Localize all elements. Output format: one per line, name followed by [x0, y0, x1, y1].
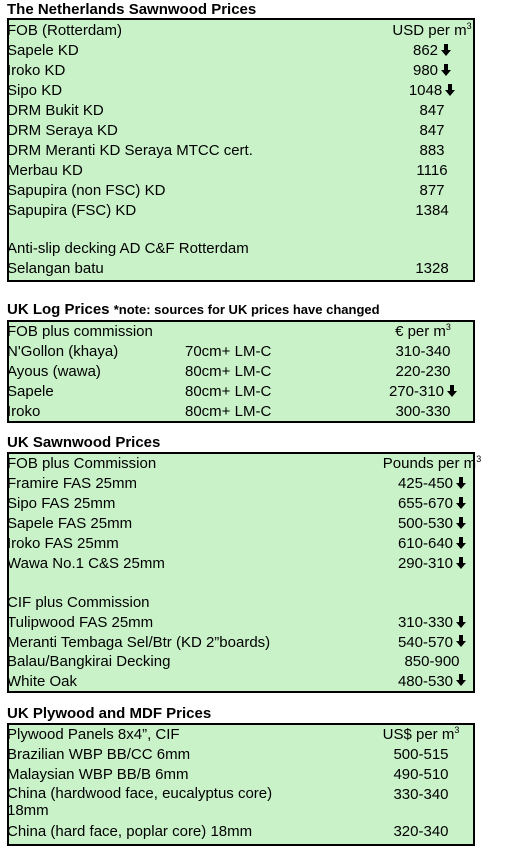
uk-sawn-cif-row-label: Tulipwood FAS 25mm	[7, 614, 154, 631]
netherlands-row-value-text: 877	[419, 182, 445, 199]
uk-ply-row-label: China (hard face, poplar core) 18mm	[7, 823, 253, 840]
uk-log-row-grade: 80cm+ LM-C	[185, 383, 272, 400]
netherlands-header-unit-exponent: 3	[466, 21, 472, 31]
uk-sawn-row-label: Framire FAS 25mm	[7, 475, 138, 492]
uk-log-row-label: N'Gollon (khaya)	[7, 343, 119, 360]
netherlands-row-value-text: 883	[419, 142, 445, 159]
uk-ply-row	[7, 822, 467, 842]
uk-log-row-value-text: 270-310	[388, 383, 445, 400]
uk-log-note: *note: sources for UK prices have changed	[113, 302, 380, 317]
uk-sawn-row	[7, 514, 467, 534]
uk-log-row	[7, 362, 467, 382]
uk-sawn-row-value-text: 290-310	[397, 555, 454, 572]
netherlands-row-value	[362, 181, 502, 201]
netherlands-row-value-text: 1048	[408, 82, 443, 99]
uk-ply-row-label: China (hardwood face, eucalyptus core) 18mm	[7, 785, 273, 819]
netherlands-row-label: Sapele KD	[7, 42, 79, 59]
uk-sawn-header	[7, 454, 482, 474]
uk-ply-row-value-text: 490-510	[393, 766, 449, 783]
uk-ply-header-unit-exponent: 3	[454, 725, 460, 735]
uk-ply-row-value	[356, 822, 486, 842]
uk-ply-row	[7, 745, 467, 765]
netherlands-row-value	[362, 259, 502, 279]
uk-sawn-title: UK Sawnwood Prices	[7, 434, 161, 451]
uk-sawn-cif-row-value-text: 850-900	[404, 653, 460, 670]
uk-sawn-header-unit-exponent: 3	[476, 454, 482, 464]
netherlands-row-value	[362, 101, 502, 121]
netherlands-header	[7, 21, 472, 41]
uk-ply-row-value-text: 330-340	[393, 786, 449, 803]
netherlands-header-label: FOB (Rotterdam)	[7, 22, 123, 39]
netherlands-header-value	[362, 21, 502, 41]
uk-log-header-value-text: € per m	[395, 323, 446, 340]
netherlands-row-value	[362, 41, 502, 61]
uk-sawn-row-label: Wawa No.1 C&S 25mm	[7, 555, 165, 572]
uk-sawn-cif-row-label: Balau/Bangkirai Decking	[7, 653, 171, 670]
uk-ply-row-value	[356, 765, 486, 785]
uk-sawn-cif-row-value	[362, 652, 502, 672]
uk-log-row-label: Iroko	[7, 403, 41, 420]
uk-sawn-cif-header-label: CIF plus Commission	[7, 594, 150, 611]
netherlands-row-label: DRM Bukit KD	[7, 102, 104, 119]
netherlands-row-value-text: 862	[412, 42, 439, 59]
netherlands-row-value-text: 1328	[415, 260, 449, 277]
down-arrow-icon	[441, 44, 451, 56]
uk-ply-header-value	[356, 725, 486, 745]
uk-sawn-row-label: Sipo FAS 25mm	[7, 495, 116, 512]
uk-log-row-grade: 80cm+ LM-C	[185, 363, 272, 380]
netherlands-row-label: Anti-slip decking AD C&F Rotterdam	[7, 240, 249, 257]
uk-log-row	[7, 342, 467, 362]
uk-log-row-value	[353, 342, 493, 362]
down-arrow-icon	[456, 616, 466, 628]
uk-sawn-row-value-text: 500-530	[397, 515, 454, 532]
netherlands-row-label: Sapupira (FSC) KD	[7, 202, 137, 219]
netherlands-row	[7, 259, 467, 279]
uk-sawn-cif-row-label: Meranti Tembaga Sel/Btr (KD 2”boards)	[7, 633, 271, 651]
down-arrow-icon	[456, 497, 466, 509]
uk-log-row-label: Sapele	[7, 383, 54, 400]
uk-sawn-cif-row	[7, 672, 467, 692]
netherlands-row-label: Sipo KD	[7, 82, 63, 99]
netherlands-row	[7, 161, 467, 181]
uk-sawn-row-value	[362, 494, 502, 514]
uk-sawn-row-label: Iroko FAS 25mm	[7, 535, 119, 552]
netherlands-row-value	[362, 201, 502, 221]
uk-log-header	[7, 322, 467, 342]
netherlands-row-value-text: 1116	[416, 162, 448, 179]
down-arrow-icon	[456, 477, 466, 489]
netherlands-row	[7, 41, 467, 61]
uk-sawn-cif-row	[7, 652, 467, 672]
uk-ply-row-value	[356, 785, 486, 805]
uk-log-row-value	[353, 362, 493, 382]
netherlands-row	[7, 141, 467, 161]
uk-ply-row-value-text: 320-340	[393, 823, 449, 840]
netherlands-row	[7, 239, 467, 259]
uk-ply-row-label: Brazilian WBP BB/CC 6mm	[7, 746, 191, 763]
netherlands-header-value-text: USD per m	[392, 22, 467, 39]
uk-log-row-grade: 80cm+ LM-C	[185, 403, 272, 420]
uk-sawn-cif-row	[7, 633, 467, 653]
uk-sawn-row-value	[362, 474, 502, 494]
down-arrow-icon	[456, 557, 466, 569]
uk-sawn-cif-row-value-text: 540-570	[397, 633, 454, 651]
uk-sawn-row	[7, 534, 467, 554]
uk-log-row	[7, 402, 467, 422]
uk-sawn-cif-row-value	[362, 672, 502, 692]
uk-sawn-header-value	[362, 454, 502, 474]
uk-log-row-value-text: 310-340	[395, 343, 451, 360]
uk-log-row-value	[353, 382, 493, 402]
down-arrow-icon	[447, 385, 457, 397]
uk-sawn-row	[7, 474, 467, 494]
uk-sawn-row-value-text: 425-450	[397, 475, 454, 492]
netherlands-row-label: DRM Seraya KD	[7, 122, 118, 139]
uk-log-header-value	[353, 322, 493, 342]
uk-sawn-cif-row-value	[362, 613, 502, 633]
netherlands-row-value-text: 1384	[415, 202, 449, 219]
uk-log-title-line	[7, 301, 380, 319]
netherlands-row-value-text: 980	[412, 62, 439, 79]
netherlands-row	[7, 121, 467, 141]
uk-ply-title: UK Plywood and MDF Prices	[7, 705, 212, 722]
uk-sawn-row-value-text: 610-640	[397, 535, 454, 552]
netherlands-row-label: Sapupira (non FSC) KD	[7, 182, 166, 199]
netherlands-row-value	[362, 121, 502, 141]
down-arrow-icon	[456, 674, 466, 686]
down-arrow-icon	[441, 64, 451, 76]
uk-sawn-row-label: Sapele FAS 25mm	[7, 515, 133, 532]
uk-sawn-row-value	[362, 514, 502, 534]
netherlands-row	[7, 61, 467, 81]
uk-sawn-cif-row-value	[362, 633, 502, 653]
netherlands-row-label: Selangan batu	[7, 260, 104, 277]
netherlands-row-value	[362, 141, 502, 161]
uk-sawn-cif-row-label: White Oak	[7, 672, 78, 690]
uk-sawn-header-value-text: Pounds per m	[382, 455, 477, 472]
netherlands-row-value	[362, 81, 502, 101]
uk-ply-header-label: Plywood Panels 8x4”, CIF	[7, 726, 180, 743]
netherlands-row-label: Iroko KD	[7, 62, 66, 79]
netherlands-row-value	[362, 61, 502, 81]
netherlands-row-value	[362, 161, 502, 181]
uk-ply-row	[7, 765, 467, 785]
uk-log-header-unit-exponent: 3	[445, 322, 451, 332]
netherlands-row-label: DRM Meranti KD Seraya MTCC cert.	[7, 142, 253, 159]
uk-log-header-label: FOB plus commission	[7, 323, 153, 340]
uk-log-row-value-text: 220-230	[395, 363, 451, 380]
uk-sawn-header-label: FOB plus Commission	[7, 455, 157, 472]
uk-ply-row-value-text: 500-515	[393, 746, 449, 763]
uk-log-row-label: Ayous (wawa)	[7, 363, 101, 380]
uk-log-title: UK Log Prices	[7, 301, 110, 318]
uk-log-row-grade: 70cm+ LM-C	[185, 343, 272, 360]
uk-ply-header	[7, 725, 467, 745]
uk-ply-row-label: Malaysian WBP BB/B 6mm	[7, 766, 189, 783]
uk-sawn-row	[7, 494, 467, 514]
uk-sawn-cif-row-value-text: 310-330	[397, 614, 454, 631]
uk-sawn-row-value	[362, 554, 502, 574]
uk-log-row-value-text: 300-330	[395, 403, 451, 420]
uk-ply-row	[7, 785, 467, 819]
uk-ply-row-value	[356, 745, 486, 765]
netherlands-row-value-text: 847	[419, 102, 445, 119]
uk-sawn-cif-row	[7, 613, 467, 633]
netherlands-title: The Netherlands Sawnwood Prices	[7, 1, 257, 18]
uk-log-row-value	[353, 402, 493, 422]
netherlands-row	[7, 181, 467, 201]
uk-sawn-row-value-text: 655-670	[397, 495, 454, 512]
netherlands-row	[7, 201, 467, 221]
uk-sawn-row-value	[362, 534, 502, 554]
netherlands-row	[7, 81, 467, 101]
netherlands-row-label: Merbau KD	[7, 162, 83, 179]
netherlands-row	[7, 101, 467, 121]
uk-ply-header-value-text: US$ per m	[382, 726, 455, 743]
uk-sawn-row	[7, 554, 467, 574]
uk-log-row	[7, 382, 467, 402]
uk-sawn-cif-header	[7, 593, 467, 613]
down-arrow-icon	[445, 84, 455, 96]
down-arrow-icon	[456, 537, 466, 549]
uk-sawn-cif-row-value-text: 480-530	[397, 672, 454, 690]
down-arrow-icon	[456, 635, 466, 647]
netherlands-row-value-text: 847	[419, 122, 445, 139]
down-arrow-icon	[456, 517, 466, 529]
